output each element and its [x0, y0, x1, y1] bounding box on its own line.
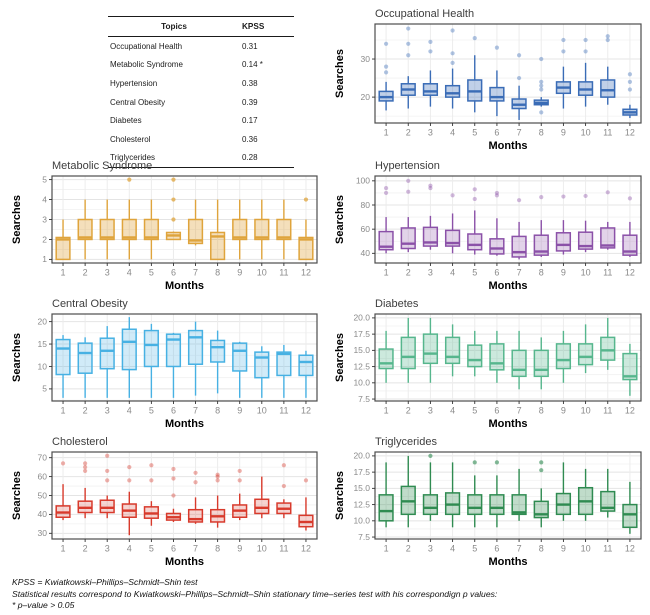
kpss-table-row — [108, 111, 294, 130]
x-tick-label: 10 — [256, 405, 267, 416]
x-tick-label: 12 — [300, 405, 311, 416]
kpss-table-row — [108, 37, 294, 56]
boxplot-occupational-health — [333, 6, 650, 156]
x-tick-label: 6 — [494, 127, 500, 138]
x-tick-label: 2 — [82, 543, 88, 554]
x-tick-label: 9 — [560, 405, 566, 416]
x-tick-label: 12 — [624, 127, 635, 138]
y-tick-label: 100 — [355, 175, 370, 186]
y-tick-label: 5 — [42, 174, 47, 185]
x-tick-label: 6 — [494, 267, 500, 278]
y-tick-label: 15 — [37, 338, 47, 349]
chart-title: Central Obesity — [52, 298, 128, 310]
topic-name: Hypertension — [110, 78, 158, 88]
footnote-kpss-definition: KPSS = Kwiatkowski–Phillips–Schmidt–Shin test — [12, 577, 198, 587]
x-tick-label: 12 — [624, 543, 635, 554]
x-tick-label: 8 — [538, 405, 544, 416]
x-tick-label: 5 — [148, 405, 154, 416]
x-tick-label: 3 — [427, 405, 433, 416]
x-tick-label: 10 — [580, 267, 591, 278]
chart-cholesterol — [10, 434, 326, 572]
x-tick-label: 3 — [427, 127, 433, 138]
x-tick-label: 1 — [60, 543, 66, 554]
y-tick-label: 4 — [42, 194, 47, 205]
kpss-value: 0.14 * — [242, 60, 263, 70]
x-tick-label: 4 — [450, 543, 456, 554]
y-tick-label: 30 — [360, 53, 370, 64]
chart-title: Cholesterol — [52, 436, 108, 448]
y-tick-label: 15.0 — [353, 483, 370, 494]
y-tick-label: 1 — [42, 254, 47, 265]
topic-name: Metabolic Syndrome — [110, 60, 183, 70]
x-tick-label: 12 — [300, 267, 311, 278]
kpss-table-row — [108, 93, 294, 112]
x-tick-label: 7 — [193, 267, 199, 278]
x-tick-label: 8 — [538, 543, 544, 554]
boxplot-hypertension — [333, 158, 650, 296]
y-tick-label: 70 — [37, 452, 47, 463]
x-tick-label: 3 — [104, 267, 110, 278]
x-tick-label: 12 — [624, 267, 635, 278]
x-tick-label: 8 — [538, 127, 544, 138]
x-tick-label: 8 — [215, 267, 221, 278]
y-axis-label: Searches — [334, 333, 346, 382]
x-tick-label: 4 — [126, 543, 132, 554]
x-tick-label: 8 — [538, 267, 544, 278]
x-tick-label: 9 — [237, 405, 243, 416]
x-tick-label: 1 — [383, 405, 389, 416]
x-tick-label: 8 — [215, 405, 221, 416]
y-tick-label: 3 — [42, 214, 47, 225]
x-tick-label: 10 — [580, 127, 591, 138]
kpss-table-row — [108, 74, 294, 93]
x-axis-label: Months — [488, 280, 528, 292]
y-tick-label: 17.5 — [353, 328, 370, 339]
y-tick-label: 10.0 — [353, 377, 370, 388]
y-tick-label: 50 — [37, 490, 47, 501]
x-tick-label: 2 — [82, 405, 88, 416]
x-tick-label: 4 — [450, 405, 456, 416]
y-tick-label: 60 — [360, 223, 370, 234]
x-tick-label: 4 — [450, 267, 456, 278]
boxplot-diabetes — [333, 296, 650, 434]
x-tick-label: 7 — [516, 267, 522, 278]
x-axis-label: Months — [488, 418, 528, 430]
x-tick-label: 7 — [193, 543, 199, 554]
x-tick-label: 12 — [300, 543, 311, 554]
kpss-value: 0.28 — [240, 149, 294, 168]
x-tick-label: 11 — [279, 405, 289, 416]
y-axis-label: Searches — [11, 471, 23, 520]
chart-occupational-health — [333, 6, 650, 156]
x-tick-label: 10 — [256, 543, 267, 554]
y-tick-label: 10.0 — [353, 515, 370, 526]
y-tick-label: 40 — [37, 509, 47, 520]
x-tick-label: 10 — [256, 267, 267, 278]
boxplot-central-obesity — [10, 296, 326, 434]
x-axis-label: Months — [164, 280, 205, 292]
chart-diabetes — [333, 296, 650, 434]
y-tick-label: 10 — [37, 361, 47, 372]
x-tick-label: 3 — [427, 543, 433, 554]
x-tick-label: 3 — [104, 543, 110, 554]
x-tick-label: 9 — [560, 127, 566, 138]
y-tick-label: 2 — [42, 234, 47, 245]
x-tick-label: 6 — [170, 543, 176, 554]
x-axis-label: Months — [488, 140, 528, 152]
x-tick-label: 12 — [624, 405, 635, 416]
chart-title: Triglycerides — [375, 436, 437, 448]
x-tick-label: 8 — [215, 543, 221, 554]
x-tick-label: 2 — [405, 267, 411, 278]
y-tick-label: 20 — [360, 91, 370, 102]
x-tick-label: 7 — [516, 127, 522, 138]
x-tick-label: 2 — [405, 405, 411, 416]
x-tick-label: 3 — [104, 405, 110, 416]
x-tick-label: 1 — [383, 543, 389, 554]
x-axis-label: Months — [164, 418, 205, 430]
y-tick-label: 7.5 — [358, 393, 370, 404]
chart-title: Diabetes — [375, 298, 419, 310]
x-tick-label: 11 — [279, 543, 289, 554]
boxplot-cholesterol — [10, 434, 326, 572]
x-tick-label: 5 — [472, 543, 478, 554]
chart-triglycerides — [333, 434, 650, 572]
x-tick-label: 11 — [603, 543, 613, 554]
x-tick-label: 1 — [60, 405, 66, 416]
y-tick-label: 12.5 — [353, 361, 370, 372]
y-tick-label: 7.5 — [358, 531, 370, 542]
x-tick-label: 4 — [126, 405, 132, 416]
chart-title: Metabolic Syndrome — [52, 160, 153, 172]
x-tick-label: 5 — [472, 405, 478, 416]
x-tick-label: 5 — [472, 267, 478, 278]
chart-hypertension — [333, 158, 650, 296]
x-tick-label: 9 — [560, 543, 566, 554]
kpss-table — [108, 16, 308, 168]
boxplot-triglycerides — [333, 434, 650, 572]
footnote-pvalue-note: * p–value > 0.05 — [12, 600, 75, 610]
chart-central-obesity — [10, 296, 326, 434]
x-tick-label: 6 — [170, 405, 176, 416]
x-tick-label: 11 — [279, 267, 289, 278]
y-tick-label: 12.5 — [353, 499, 370, 510]
x-tick-label: 6 — [170, 267, 176, 278]
topic-name: Triglycerides — [108, 149, 240, 168]
x-axis-label: Months — [488, 556, 528, 568]
kpss-table-row — [108, 130, 294, 149]
x-tick-label: 5 — [472, 127, 478, 138]
x-tick-label: 2 — [405, 127, 411, 138]
x-tick-label: 9 — [560, 267, 566, 278]
topics-column-header: Topics — [108, 17, 240, 37]
x-tick-label: 11 — [603, 405, 613, 416]
x-tick-label: 1 — [383, 267, 389, 278]
x-tick-label: 6 — [494, 405, 500, 416]
y-axis-label: Searches — [334, 471, 346, 520]
x-tick-label: 6 — [494, 543, 500, 554]
kpss-value: 0.17 — [242, 116, 258, 126]
chart-title: Hypertension — [375, 160, 440, 172]
y-axis-label: Searches — [334, 195, 346, 244]
kpss-value: 0.38 — [242, 78, 258, 88]
y-tick-label: 5 — [42, 383, 47, 394]
boxplot-metabolic-syndrome — [10, 158, 326, 296]
topic-name: Occupational Health — [110, 41, 183, 51]
y-tick-label: 20 — [37, 316, 47, 327]
kpss-table-header-row — [108, 17, 294, 37]
x-tick-label: 10 — [580, 405, 591, 416]
y-axis-label: Searches — [11, 333, 23, 382]
y-tick-label: 15.0 — [353, 345, 370, 356]
y-tick-label: 80 — [360, 199, 370, 210]
kpss-value: 0.31 — [242, 41, 258, 51]
x-tick-label: 5 — [148, 543, 154, 554]
x-tick-label: 7 — [193, 405, 199, 416]
y-tick-label: 30 — [37, 528, 47, 539]
chart-metabolic-syndrome — [10, 158, 326, 296]
x-tick-label: 2 — [82, 267, 88, 278]
x-tick-label: 1 — [60, 267, 66, 278]
x-tick-label: 10 — [580, 543, 591, 554]
y-axis-label: Searches — [334, 49, 346, 98]
y-tick-label: 17.5 — [353, 466, 370, 477]
y-tick-label: 60 — [37, 471, 47, 482]
x-tick-label: 7 — [516, 405, 522, 416]
x-tick-label: 4 — [450, 127, 456, 138]
x-tick-label: 1 — [383, 127, 389, 138]
kpss-table-row — [108, 56, 294, 75]
footnote-statistical-note: Statistical results correspond to Kwiatkowski–Phillips–Schmidt–Shin stationary time–series test with his correspondign p values: — [12, 588, 498, 599]
x-tick-label: 7 — [516, 543, 522, 554]
x-tick-label: 4 — [126, 267, 132, 278]
kpss-value: 0.36 — [242, 134, 258, 144]
topic-name: Diabetes — [110, 116, 142, 126]
y-tick-label: 20.0 — [353, 312, 370, 323]
topic-name: Cholesterol — [110, 134, 151, 144]
x-tick-label: 2 — [405, 543, 411, 554]
y-axis-label: Searches — [11, 195, 23, 244]
x-tick-label: 11 — [603, 127, 613, 138]
x-tick-label: 9 — [237, 267, 243, 278]
y-tick-label: 40 — [360, 248, 370, 259]
x-tick-label: 9 — [237, 543, 243, 554]
y-tick-label: 20.0 — [353, 450, 370, 461]
kpss-column-header: KPSS — [240, 17, 294, 37]
x-tick-label: 11 — [603, 267, 613, 278]
x-axis-label: Months — [164, 556, 205, 568]
chart-title: Occupational Health — [375, 8, 475, 20]
x-tick-label: 5 — [148, 267, 154, 278]
figure-footnotes — [12, 577, 497, 612]
x-tick-label: 3 — [427, 267, 433, 278]
topic-name: Central Obesity — [110, 97, 166, 107]
kpss-value: 0.39 — [242, 97, 258, 107]
